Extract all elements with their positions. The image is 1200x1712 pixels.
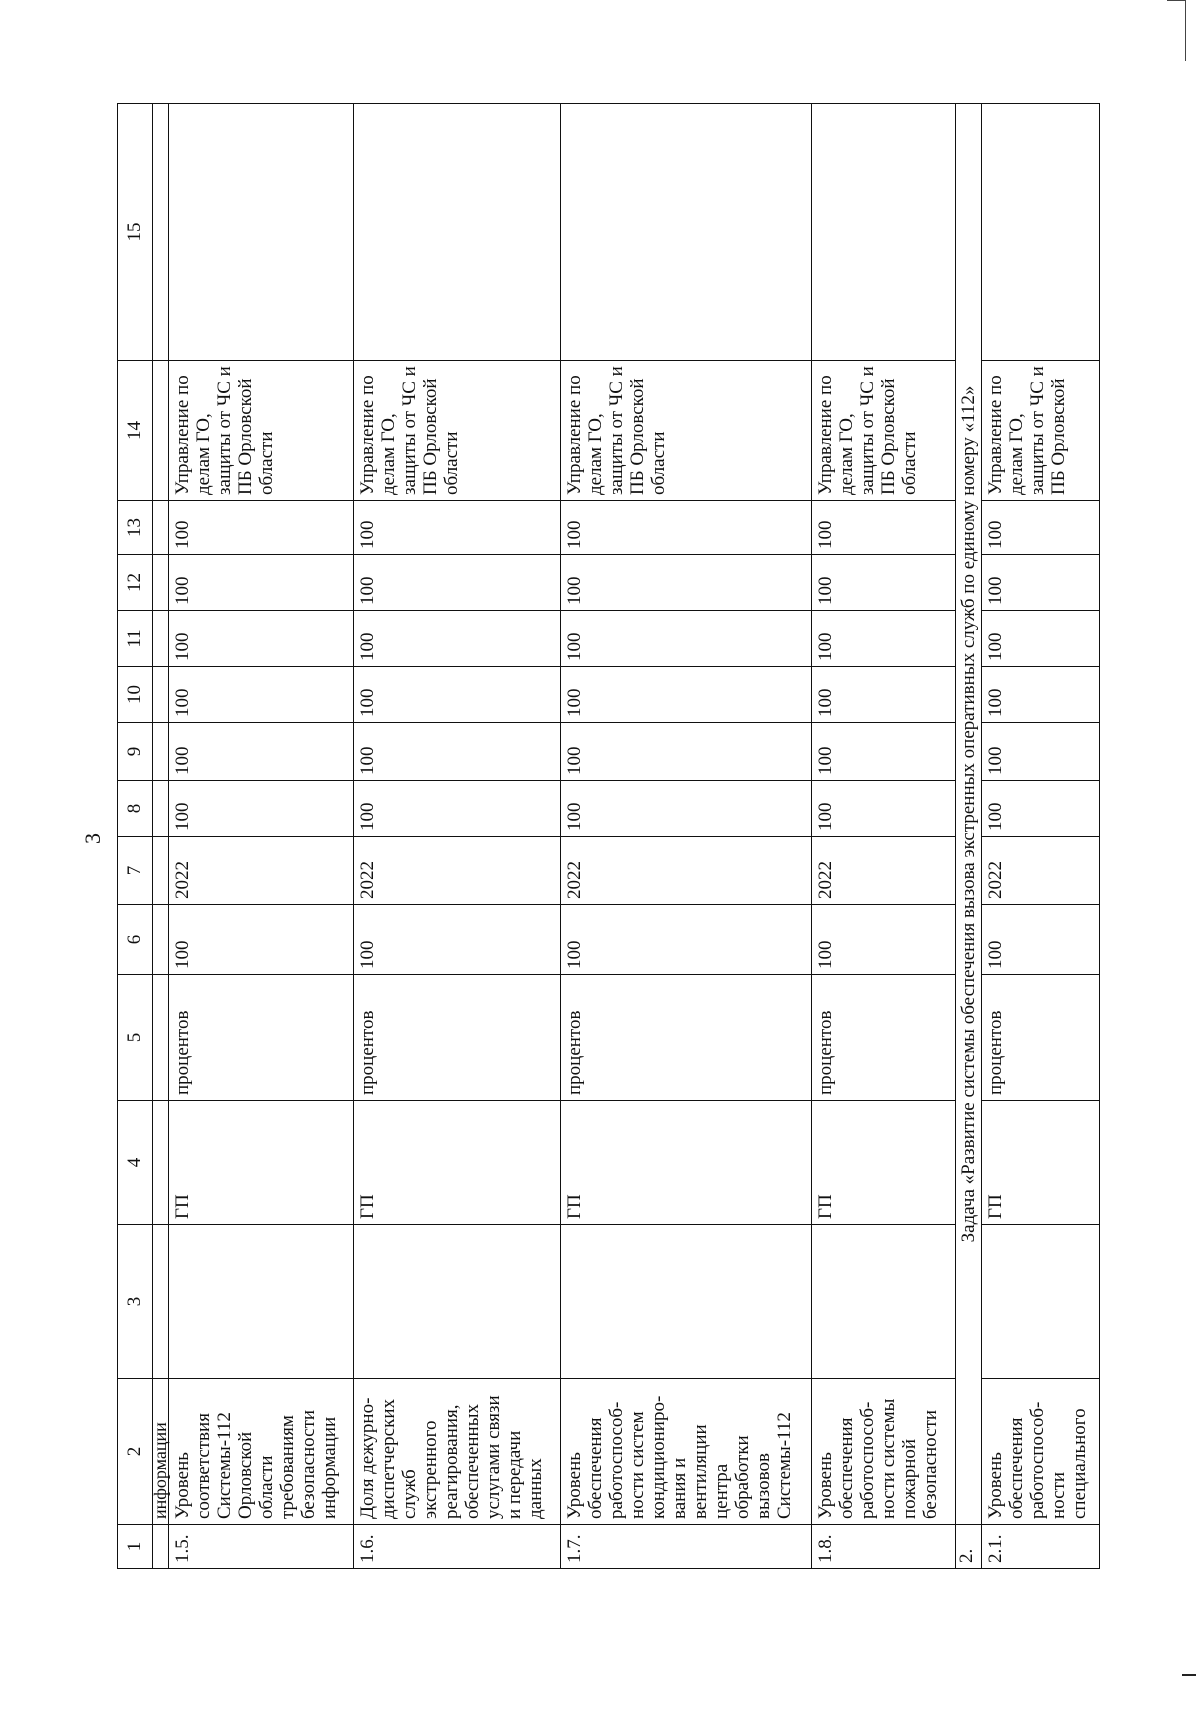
indicator-name: Уровень обеспечения работоспособ-ности специального (981, 1379, 1099, 1525)
responsible: Управление по делам ГО, защиты от ЧС и ПБ Орловской (981, 361, 1099, 501)
indicator-name: Уровень соответствия Системы-112 Орловской области требованиям безопасности информации (168, 1379, 353, 1525)
indicator-type: ГП (353, 1101, 560, 1225)
base-year: 2022 (168, 837, 353, 905)
base-year: 2022 (560, 837, 812, 905)
base-value: 100 (353, 905, 560, 975)
value-cell: 100 (168, 501, 353, 555)
header-cell: 14 (118, 361, 153, 501)
table-row (168, 104, 353, 1569)
value-cell: 100 (981, 501, 1099, 555)
header-cell: 13 (118, 501, 153, 555)
cell-empty (812, 104, 956, 361)
indicator-name: Доля дежурно-диспетчерских служб экстренного реагирования, обеспеченных услугами связи и передачи данных (353, 1379, 560, 1525)
base-value: 100 (812, 905, 956, 975)
indicator-type: ГП (981, 1101, 1099, 1225)
header-cell: 8 (118, 781, 153, 837)
cell-empty (560, 1225, 812, 1379)
cell-empty (353, 1225, 560, 1379)
row-number: 1.8. (812, 1525, 956, 1569)
value-cell: 100 (981, 555, 1099, 611)
indicator-table-wrapper (117, 104, 1100, 1569)
indicator-type: ГП (812, 1101, 956, 1225)
value-cell: 100 (812, 611, 956, 667)
cell-empty (353, 104, 560, 361)
unit: процентов (812, 975, 956, 1101)
cell-empty (981, 104, 1099, 361)
value-cell: 100 (981, 667, 1099, 723)
value-cell: 100 (560, 723, 812, 781)
indicator-name: Уровень обеспечения работоспособ-ности системы пожарной безопасности (812, 1379, 956, 1525)
unit: процентов (168, 975, 353, 1101)
table-row (353, 104, 560, 1569)
task-row (956, 104, 981, 1569)
scan-edge-mark (1167, 0, 1186, 61)
value-cell: 100 (168, 781, 353, 837)
cell-empty (168, 104, 353, 361)
responsible: Управление по делам ГО, защиты от ЧС и ПБ Орловской области (812, 361, 956, 501)
table-row (812, 104, 956, 1569)
value-cell: 100 (981, 611, 1099, 667)
header-cell: 4 (118, 1101, 153, 1225)
continuation-row (152, 104, 168, 1569)
header-cell: 9 (118, 723, 153, 781)
task-title: Задача «Развитие системы обеспечения вызова экстренных оперативных служб по единому номеру «112» (956, 104, 981, 1525)
responsible: Управление по делам ГО, защиты от ЧС и ПБ Орловской области (353, 361, 560, 501)
value-cell: 100 (168, 667, 353, 723)
header-cell: 5 (118, 975, 153, 1101)
header-cell: 6 (118, 905, 153, 975)
row-number: 1.6. (353, 1525, 560, 1569)
continuation-text: информации (152, 1379, 168, 1525)
cell-empty (981, 1225, 1099, 1379)
base-year: 2022 (353, 837, 560, 905)
header-cell: 3 (118, 1225, 153, 1379)
header-row (118, 104, 153, 1569)
value-cell: 100 (353, 501, 560, 555)
value-cell: 100 (812, 501, 956, 555)
indicator-type: ГП (168, 1101, 353, 1225)
value-cell: 100 (168, 611, 353, 667)
header-cell: 1 (118, 1525, 153, 1569)
base-year: 2022 (812, 837, 956, 905)
header-cell: 15 (118, 104, 153, 361)
value-cell: 100 (812, 723, 956, 781)
header-cell: 11 (118, 611, 153, 667)
header-cell: 12 (118, 555, 153, 611)
row-number: 2.1. (981, 1525, 1099, 1569)
base-value: 100 (560, 905, 812, 975)
header-cell: 10 (118, 667, 153, 723)
table-row (981, 104, 1099, 1569)
value-cell: 100 (812, 781, 956, 837)
task-number: 2. (956, 1525, 981, 1569)
value-cell: 100 (353, 555, 560, 611)
base-value: 100 (168, 905, 353, 975)
value-cell: 100 (353, 781, 560, 837)
base-year: 2022 (981, 837, 1099, 905)
value-cell: 100 (560, 555, 812, 611)
cell-empty (812, 1225, 956, 1379)
unit: процентов (353, 975, 560, 1101)
value-cell: 100 (812, 555, 956, 611)
value-cell: 100 (560, 611, 812, 667)
header-cell: 2 (118, 1379, 153, 1525)
value-cell: 100 (981, 781, 1099, 837)
value-cell: 100 (981, 723, 1099, 781)
responsible: Управление по делам ГО, защиты от ЧС и ПБ Орловской области (560, 361, 812, 501)
header-cell: 7 (118, 837, 153, 905)
cell-empty (168, 1225, 353, 1379)
value-cell: 100 (168, 723, 353, 781)
base-value: 100 (981, 905, 1099, 975)
responsible: Управление по делам ГО, защиты от ЧС и ПБ Орловской области (168, 361, 353, 501)
unit: процентов (560, 975, 812, 1101)
value-cell: 100 (353, 723, 560, 781)
row-number: 1.7. (560, 1525, 812, 1569)
unit: процентов (981, 975, 1099, 1101)
indicator-type: ГП (560, 1101, 812, 1225)
value-cell: 100 (353, 667, 560, 723)
row-number: 1.5. (168, 1525, 353, 1569)
value-cell: 100 (168, 555, 353, 611)
table-row (560, 104, 812, 1569)
scan-edge-mark-bottom (1182, 1674, 1196, 1676)
value-cell: 100 (560, 667, 812, 723)
value-cell: 100 (353, 611, 560, 667)
value-cell: 100 (560, 501, 812, 555)
value-cell: 100 (560, 781, 812, 837)
indicator-name: Уровень обеспечения работоспособ-ности систем кондициониро-вания и вентиляции центра обработки вызовов Системы-112 (560, 1379, 812, 1525)
page-number: 3 (80, 833, 105, 844)
cell-empty (560, 104, 812, 361)
value-cell: 100 (812, 667, 956, 723)
indicator-table (117, 103, 1100, 1569)
